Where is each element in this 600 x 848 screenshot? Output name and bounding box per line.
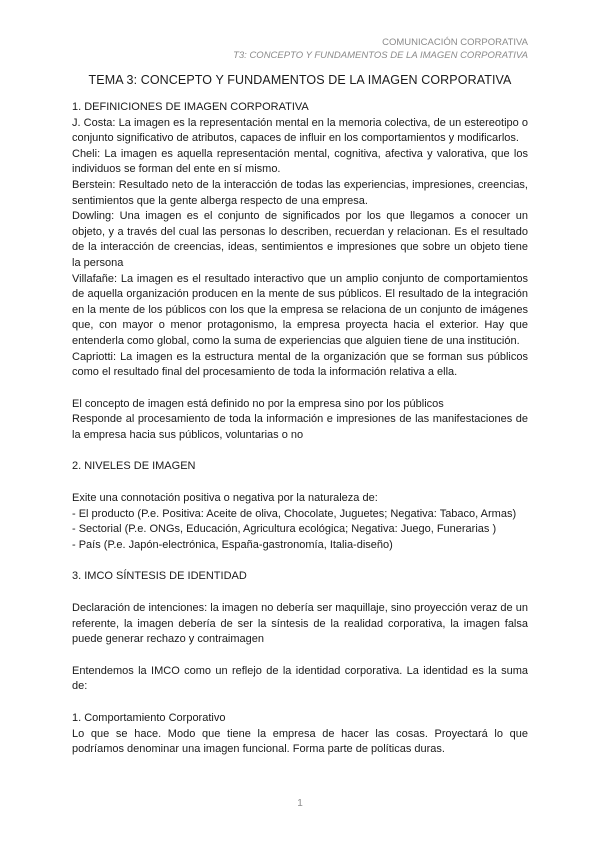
definition-cheli: Cheli: La imagen es aquella representación mental, cognitiva, afectiva y valorativa, que los individuos se forman del ente en sí mismo.	[72, 147, 528, 176]
document-title: TEMA 3: CONCEPTO Y FUNDAMENTOS DE LA IMAGEN CORPORATIVA	[88, 73, 512, 87]
sub-heading-comportamiento: 1. Comportamiento Corporativo	[72, 712, 226, 724]
running-header	[233, 36, 528, 62]
definition-villafane: Villafañe: La imagen es el resultado interactivo que un amplio conjunto de comportamientos de aquella organización producen en la mente de sus públicos. El resultado de la integración en la mente de los públicos con los que la empresa se relaciona de un conjunto de imágenes que, con mayor o menor protagonismo, la empresa proyecta hacia el exterior. Hay que entenderla como global, como la suma de experiencias que alguien tiene de una institución.	[72, 272, 528, 347]
concept-line-2: Responde al procesamiento de toda la información e impresiones de las manifestaciones de la empresa hacia sus públicos, voluntarias o no	[72, 413, 528, 441]
level-item-sector: - Sectorial (P.e. ONGs, Educación, Agricultura ecológica; Negativa: Juego, Funerarias )	[72, 523, 497, 536]
running-header-subtitle: T3: CONCEPTO Y FUNDAMENTOS DE LA IMAGEN CORPORATIVA	[233, 50, 528, 61]
section-3-heading: 3. IMCO SÍNTESIS DE IDENTIDAD	[72, 570, 247, 583]
running-header-title: COMUNICACIÓN CORPORATIVA	[382, 37, 528, 48]
comportamiento-paragraph: Lo que se hace. Modo que tiene la empresa de hacer las cosas. Proyectará lo que podríamos denominar una imagen funcional. Forma parte de políticas duras.	[72, 727, 528, 756]
definition-dowling: Dowling: Una imagen es el conjunto de significados por los que llegamos a conocer un objeto, y a través del cual las personas lo describen, recuerdan y relacionan. Es el resultado de la interacción de creencias, ideas, sentimientos e impresiones que sobre un objeto tiene la persona	[72, 210, 528, 269]
declaration-paragraph: Declaración de intenciones: la imagen no debería ser maquillaje, sino proyección veraz de un referente, la imagen debería de ser la síntesis de la realidad corporativa, la imagen falsa puede generar rechazo y contraimagen	[72, 602, 528, 646]
definition-costa: J. Costa: La imagen es la representación mental en la memoria colectiva, de un estereotipo o conjunto significativo de atributos, capaces de influir en los comportamientos y modificarlos.	[72, 116, 528, 145]
definition-capriotti: Capriotti: La imagen es la estructura mental de la organización que se forman sus públicos como el resultado final del procesamiento de toda la información relativa a ella.	[72, 350, 528, 379]
document-body	[72, 100, 528, 758]
concept-line-1: El concepto de imagen está definido no por la empresa sino por los públicos	[72, 397, 444, 410]
level-item-product: - El producto (P.e. Positiva: Aceite de oliva, Chocolate, Juguetes; Negativa: Tabaco, Armas)	[72, 507, 517, 520]
imco-paragraph: Entendemos la IMCO como un reflejo de la identidad corporativa. La identidad es la suma de:	[72, 664, 528, 693]
page-number: 1	[297, 798, 303, 809]
level-item-country: - País (P.e. Japón-electrónica, España-gastronomía, Italia-diseño)	[72, 538, 393, 551]
levels-intro: Exite una connotación positiva o negativa por la naturaleza de:	[72, 492, 378, 505]
section-1-heading: 1. DEFINICIONES DE IMAGEN CORPORATIVA	[72, 101, 309, 113]
section-2-heading: 2. NIVELES DE IMAGEN	[72, 460, 196, 473]
definition-berstein: Berstein: Resultado neto de la interacción de todas las experiencias, impresiones, creencias, sentimientos que la gente alberga respecto de una empresa.	[72, 178, 528, 207]
